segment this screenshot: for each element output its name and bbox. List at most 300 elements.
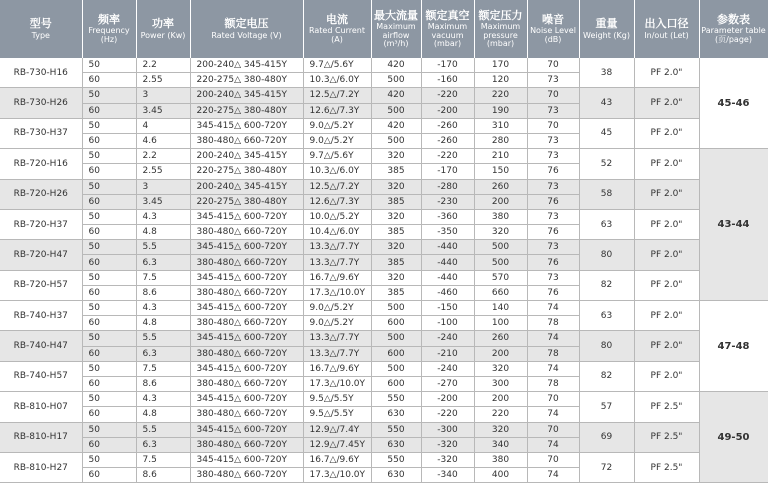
power-cell: 7.5 [136, 361, 190, 376]
vacuum-cell: -280 [421, 179, 474, 194]
airflow-cell: 500 [371, 73, 421, 88]
vacuum-cell: -230 [421, 194, 474, 209]
noise-cell: 73 [527, 149, 579, 164]
vacuum-cell: -350 [421, 225, 474, 240]
airflow-cell: 600 [371, 316, 421, 331]
frequency-cell: 50 [82, 361, 136, 376]
model-type-cell: RB-720-H47 [0, 240, 82, 270]
voltage-cell: 200-240△ 345-415Y [190, 179, 303, 194]
pressure-cell: 660 [474, 285, 527, 300]
current-cell: 16.7△/9.6Y [303, 452, 371, 467]
power-cell: 6.3 [136, 346, 190, 361]
current-cell: 10.4△/6.0Y [303, 225, 371, 240]
model-type-cell: RB-720-H26 [0, 179, 82, 209]
noise-cell: 73 [527, 103, 579, 118]
model-type-cell: RB-740-H37 [0, 301, 82, 331]
column-header-zh: 噪音 [542, 12, 564, 26]
current-cell: 16.7△/9.6Y [303, 361, 371, 376]
current-cell: 12.6△/7.3Y [303, 194, 371, 209]
frequency-cell: 50 [82, 301, 136, 316]
power-cell: 3.45 [136, 103, 190, 118]
weight-cell: 63 [579, 301, 634, 331]
table-row [0, 240, 768, 255]
airflow-cell: 550 [371, 452, 421, 467]
column-header [699, 0, 768, 58]
header-row [0, 0, 768, 58]
power-cell: 5.5 [136, 422, 190, 437]
parameter-page-cell: 49-50 [699, 392, 768, 483]
weight-cell: 80 [579, 331, 634, 361]
column-header-zh: 额定压力 [478, 8, 523, 22]
power-cell: 5.5 [136, 331, 190, 346]
frequency-cell: 60 [82, 407, 136, 422]
weight-cell: 58 [579, 179, 634, 209]
voltage-cell: 220-275△ 380-480Y [190, 103, 303, 118]
frequency-cell: 50 [82, 240, 136, 255]
pressure-cell: 190 [474, 103, 527, 118]
airflow-cell: 320 [371, 240, 421, 255]
power-cell: 7.5 [136, 452, 190, 467]
pressure-cell: 220 [474, 88, 527, 103]
power-cell: 4.3 [136, 209, 190, 224]
voltage-cell: 345-415△ 600-720Y [190, 422, 303, 437]
noise-cell: 74 [527, 361, 579, 376]
weight-cell: 57 [579, 392, 634, 422]
voltage-cell: 345-415△ 600-720Y [190, 270, 303, 285]
power-cell: 4.8 [136, 316, 190, 331]
voltage-cell: 345-415△ 600-720Y [190, 209, 303, 224]
power-cell: 4 [136, 118, 190, 133]
voltage-cell: 380-480△ 660-720Y [190, 407, 303, 422]
weight-cell: 82 [579, 270, 634, 300]
frequency-cell: 60 [82, 255, 136, 270]
frequency-cell: 50 [82, 270, 136, 285]
column-header [190, 0, 303, 58]
weight-cell: 69 [579, 422, 634, 452]
column-header [579, 0, 634, 58]
airflow-cell: 385 [371, 164, 421, 179]
current-cell: 17.3△/10.0Y [303, 376, 371, 391]
port-cell: PF 2.0" [634, 179, 699, 209]
noise-cell: 76 [527, 164, 579, 179]
current-cell: 9.7△/5.6Y [303, 58, 371, 73]
weight-cell: 80 [579, 240, 634, 270]
noise-cell: 74 [527, 468, 579, 483]
pressure-cell: 120 [474, 73, 527, 88]
current-cell: 9.5△/5.5Y [303, 392, 371, 407]
port-cell: PF 2.0" [634, 331, 699, 361]
noise-cell: 70 [527, 422, 579, 437]
table-body [0, 58, 768, 483]
vacuum-cell: -240 [421, 331, 474, 346]
frequency-cell: 50 [82, 331, 136, 346]
power-cell: 4.8 [136, 225, 190, 240]
noise-cell: 70 [527, 118, 579, 133]
column-header [0, 0, 82, 58]
table-row [0, 179, 768, 194]
power-cell: 4.3 [136, 392, 190, 407]
airflow-cell: 630 [371, 437, 421, 452]
airflow-cell: 550 [371, 392, 421, 407]
table-row [0, 392, 768, 407]
voltage-cell: 220-275△ 380-480Y [190, 73, 303, 88]
pressure-cell: 140 [474, 301, 527, 316]
voltage-cell: 345-415△ 600-720Y [190, 361, 303, 376]
model-type-cell: RB-720-H37 [0, 209, 82, 239]
column-header-en: Frequency (Hz) [88, 26, 130, 44]
table-row [0, 88, 768, 103]
noise-cell: 70 [527, 58, 579, 73]
column-header [82, 0, 136, 58]
airflow-cell: 600 [371, 376, 421, 391]
voltage-cell: 220-275△ 380-480Y [190, 164, 303, 179]
vacuum-cell: -200 [421, 392, 474, 407]
voltage-cell: 345-415△ 600-720Y [190, 452, 303, 467]
frequency-cell: 50 [82, 88, 136, 103]
frequency-cell: 60 [82, 225, 136, 240]
noise-cell: 73 [527, 179, 579, 194]
column-header-en: Maximum pressure (mbar) [480, 22, 521, 48]
column-header [527, 0, 579, 58]
column-header-en: Noise Level (dB) [530, 26, 576, 44]
model-type-cell: RB-730-H26 [0, 88, 82, 118]
table-row [0, 149, 768, 164]
power-cell: 6.3 [136, 255, 190, 270]
frequency-cell: 60 [82, 346, 136, 361]
table-row [0, 270, 768, 285]
parameter-page-cell: 43-44 [699, 149, 768, 301]
pressure-cell: 220 [474, 407, 527, 422]
voltage-cell: 380-480△ 660-720Y [190, 437, 303, 452]
noise-cell: 74 [527, 407, 579, 422]
column-header-zh: 额定真空 [425, 8, 470, 22]
port-cell: PF 2.0" [634, 88, 699, 118]
vacuum-cell: -320 [421, 452, 474, 467]
weight-cell: 43 [579, 88, 634, 118]
column-header-zh: 电流 [326, 12, 348, 26]
column-header-en: Rated Voltage (V) [211, 30, 282, 40]
airflow-cell: 320 [371, 209, 421, 224]
power-cell: 6.3 [136, 437, 190, 452]
column-header-zh: 重量 [595, 17, 618, 31]
voltage-cell: 380-480△ 660-720Y [190, 316, 303, 331]
model-type-cell: RB-720-H57 [0, 270, 82, 300]
voltage-cell: 380-480△ 660-720Y [190, 285, 303, 300]
column-header-zh: 出入口径 [644, 17, 689, 31]
pressure-cell: 200 [474, 346, 527, 361]
pressure-cell: 320 [474, 225, 527, 240]
vacuum-cell: -440 [421, 270, 474, 285]
current-cell: 17.3△/10.0Y [303, 285, 371, 300]
vacuum-cell: -440 [421, 240, 474, 255]
weight-cell: 52 [579, 149, 634, 179]
power-cell: 3 [136, 179, 190, 194]
pressure-cell: 340 [474, 437, 527, 452]
vacuum-cell: -150 [421, 301, 474, 316]
noise-cell: 78 [527, 316, 579, 331]
frequency-cell: 50 [82, 452, 136, 467]
power-cell: 5.5 [136, 240, 190, 255]
frequency-cell: 60 [82, 103, 136, 118]
airflow-cell: 320 [371, 149, 421, 164]
power-cell: 3.45 [136, 194, 190, 209]
noise-cell: 73 [527, 133, 579, 148]
current-cell: 13.3△/7.7Y [303, 346, 371, 361]
power-cell: 8.6 [136, 376, 190, 391]
frequency-cell: 50 [82, 392, 136, 407]
power-cell: 2.2 [136, 149, 190, 164]
airflow-cell: 385 [371, 194, 421, 209]
voltage-cell: 380-480△ 660-720Y [190, 133, 303, 148]
noise-cell: 74 [527, 437, 579, 452]
column-header-en: Maximum vacuum (mbar) [427, 22, 468, 48]
table-row [0, 118, 768, 133]
airflow-cell: 550 [371, 422, 421, 437]
frequency-cell: 50 [82, 118, 136, 133]
pressure-cell: 170 [474, 58, 527, 73]
table-row [0, 422, 768, 437]
table-row [0, 301, 768, 316]
pressure-cell: 100 [474, 316, 527, 331]
port-cell: PF 2.5" [634, 392, 699, 422]
power-cell: 3 [136, 88, 190, 103]
frequency-cell: 50 [82, 149, 136, 164]
noise-cell: 76 [527, 285, 579, 300]
frequency-cell: 60 [82, 73, 136, 88]
column-header [634, 0, 699, 58]
current-cell: 10.3△/6.0Y [303, 164, 371, 179]
airflow-cell: 320 [371, 270, 421, 285]
pressure-cell: 300 [474, 376, 527, 391]
pressure-cell: 200 [474, 392, 527, 407]
voltage-cell: 380-480△ 660-720Y [190, 346, 303, 361]
airflow-cell: 385 [371, 225, 421, 240]
column-header-en: In/out (Let) [644, 30, 689, 40]
frequency-cell: 60 [82, 194, 136, 209]
vacuum-cell: -200 [421, 103, 474, 118]
voltage-cell: 200-240△ 345-415Y [190, 149, 303, 164]
current-cell: 12.6△/7.3Y [303, 103, 371, 118]
pressure-cell: 570 [474, 270, 527, 285]
airflow-cell: 500 [371, 331, 421, 346]
voltage-cell: 345-415△ 600-720Y [190, 392, 303, 407]
column-header [474, 0, 527, 58]
frequency-cell: 50 [82, 58, 136, 73]
airflow-cell: 500 [371, 133, 421, 148]
weight-cell: 38 [579, 58, 634, 88]
noise-cell: 73 [527, 73, 579, 88]
weight-cell: 63 [579, 209, 634, 239]
current-cell: 12.5△/7.2Y [303, 179, 371, 194]
column-header-zh: 型号 [29, 17, 52, 31]
current-cell: 16.7△/9.6Y [303, 270, 371, 285]
vacuum-cell: -300 [421, 422, 474, 437]
vacuum-cell: -220 [421, 149, 474, 164]
pressure-cell: 210 [474, 149, 527, 164]
vacuum-cell: -210 [421, 346, 474, 361]
frequency-cell: 60 [82, 437, 136, 452]
model-type-cell: RB-740-H47 [0, 331, 82, 361]
airflow-cell: 385 [371, 285, 421, 300]
power-cell: 7.5 [136, 270, 190, 285]
noise-cell: 70 [527, 88, 579, 103]
table-row [0, 209, 768, 224]
vacuum-cell: -260 [421, 133, 474, 148]
noise-cell: 73 [527, 240, 579, 255]
pressure-cell: 500 [474, 255, 527, 270]
current-cell: 13.3△/7.7Y [303, 331, 371, 346]
column-header-en: Parameter table (页/page) [701, 26, 766, 44]
column-header-zh: 功率 [152, 17, 174, 31]
port-cell: PF 2.5" [634, 422, 699, 452]
port-cell: PF 2.5" [634, 452, 699, 482]
airflow-cell: 600 [371, 346, 421, 361]
voltage-cell: 345-415△ 600-720Y [190, 118, 303, 133]
pressure-cell: 260 [474, 179, 527, 194]
pressure-cell: 150 [474, 164, 527, 179]
pressure-cell: 200 [474, 194, 527, 209]
vacuum-cell: -440 [421, 255, 474, 270]
parameter-page-cell: 47-48 [699, 301, 768, 392]
power-cell: 4.3 [136, 301, 190, 316]
current-cell: 9.7△/5.6Y [303, 149, 371, 164]
vacuum-cell: -270 [421, 376, 474, 391]
port-cell: PF 2.0" [634, 149, 699, 179]
column-header-en: Power (Kw) [140, 30, 186, 40]
frequency-cell: 60 [82, 468, 136, 483]
vacuum-cell: -320 [421, 437, 474, 452]
vacuum-cell: -220 [421, 88, 474, 103]
port-cell: PF 2.0" [634, 301, 699, 331]
airflow-cell: 320 [371, 179, 421, 194]
column-header-en: Rated Current (A) [308, 26, 365, 44]
port-cell: PF 2.0" [634, 118, 699, 148]
pressure-cell: 310 [474, 118, 527, 133]
noise-cell: 74 [527, 331, 579, 346]
pressure-cell: 380 [474, 209, 527, 224]
voltage-cell: 200-240△ 345-415Y [190, 88, 303, 103]
voltage-cell: 380-480△ 660-720Y [190, 255, 303, 270]
weight-cell: 45 [579, 118, 634, 148]
frequency-cell: 60 [82, 316, 136, 331]
frequency-cell: 60 [82, 133, 136, 148]
airflow-cell: 420 [371, 88, 421, 103]
noise-cell: 73 [527, 270, 579, 285]
model-type-cell: RB-730-H37 [0, 118, 82, 148]
table-row [0, 361, 768, 376]
current-cell: 12.9△/7.4Y [303, 422, 371, 437]
table-row [0, 58, 768, 73]
weight-cell: 72 [579, 452, 634, 482]
power-cell: 8.6 [136, 285, 190, 300]
frequency-cell: 50 [82, 179, 136, 194]
power-cell: 8.6 [136, 468, 190, 483]
port-cell: PF 2.0" [634, 361, 699, 391]
vacuum-cell: -160 [421, 73, 474, 88]
model-type-cell: RB-720-H16 [0, 149, 82, 179]
voltage-cell: 220-275△ 380-480Y [190, 194, 303, 209]
vacuum-cell: -170 [421, 164, 474, 179]
noise-cell: 78 [527, 376, 579, 391]
column-header-zh: 最大流量 [374, 8, 418, 22]
vacuum-cell: -220 [421, 407, 474, 422]
frequency-cell: 60 [82, 376, 136, 391]
noise-cell: 73 [527, 209, 579, 224]
current-cell: 10.0△/5.2Y [303, 209, 371, 224]
airflow-cell: 420 [371, 118, 421, 133]
pressure-cell: 320 [474, 361, 527, 376]
port-cell: PF 2.0" [634, 209, 699, 239]
vacuum-cell: -260 [421, 118, 474, 133]
vacuum-cell: -340 [421, 468, 474, 483]
model-type-cell: RB-810-H27 [0, 452, 82, 482]
parameter-page-cell: 45-46 [699, 58, 768, 149]
column-header [421, 0, 474, 58]
current-cell: 13.3△/7.7Y [303, 255, 371, 270]
current-cell: 9.0△/5.2Y [303, 133, 371, 148]
current-cell: 13.3△/7.7Y [303, 240, 371, 255]
power-cell: 2.2 [136, 58, 190, 73]
vacuum-cell: -170 [421, 58, 474, 73]
model-type-cell: RB-810-H17 [0, 422, 82, 452]
pressure-cell: 400 [474, 468, 527, 483]
model-type-cell: RB-810-H07 [0, 392, 82, 422]
column-header-en: Type [31, 30, 50, 40]
airflow-cell: 630 [371, 468, 421, 483]
column-header [136, 0, 190, 58]
voltage-cell: 200-240△ 345-415Y [190, 58, 303, 73]
column-header-en: Maximum airflow (m³/h) [376, 22, 416, 48]
noise-cell: 70 [527, 392, 579, 407]
voltage-cell: 345-415△ 600-720Y [190, 331, 303, 346]
frequency-cell: 60 [82, 164, 136, 179]
column-header-zh: 参数表 [717, 12, 750, 26]
port-cell: PF 2.0" [634, 240, 699, 270]
vacuum-cell: -360 [421, 209, 474, 224]
current-cell: 9.5△/5.5Y [303, 407, 371, 422]
noise-cell: 76 [527, 225, 579, 240]
weight-cell: 82 [579, 361, 634, 391]
noise-cell: 74 [527, 301, 579, 316]
port-cell: PF 2.0" [634, 58, 699, 88]
model-type-cell: RB-740-H57 [0, 361, 82, 391]
column-header-zh: 频率 [98, 12, 120, 26]
table-row [0, 331, 768, 346]
model-type-cell: RB-730-H16 [0, 58, 82, 88]
pressure-cell: 380 [474, 452, 527, 467]
power-cell: 2.55 [136, 164, 190, 179]
noise-cell: 78 [527, 346, 579, 361]
current-cell: 9.0△/5.2Y [303, 118, 371, 133]
voltage-cell: 380-480△ 660-720Y [190, 468, 303, 483]
power-cell: 4.6 [136, 133, 190, 148]
pressure-cell: 260 [474, 331, 527, 346]
frequency-cell: 50 [82, 209, 136, 224]
voltage-cell: 380-480△ 660-720Y [190, 376, 303, 391]
airflow-cell: 500 [371, 301, 421, 316]
airflow-cell: 500 [371, 361, 421, 376]
noise-cell: 70 [527, 452, 579, 467]
column-header-en: Weight (Kg) [583, 30, 630, 40]
current-cell: 9.0△/5.2Y [303, 316, 371, 331]
vacuum-cell: -100 [421, 316, 474, 331]
noise-cell: 76 [527, 194, 579, 209]
current-cell: 9.0△/5.2Y [303, 301, 371, 316]
port-cell: PF 2.0" [634, 270, 699, 300]
noise-cell: 76 [527, 255, 579, 270]
current-cell: 17.3△/10.0Y [303, 468, 371, 483]
column-header [303, 0, 371, 58]
